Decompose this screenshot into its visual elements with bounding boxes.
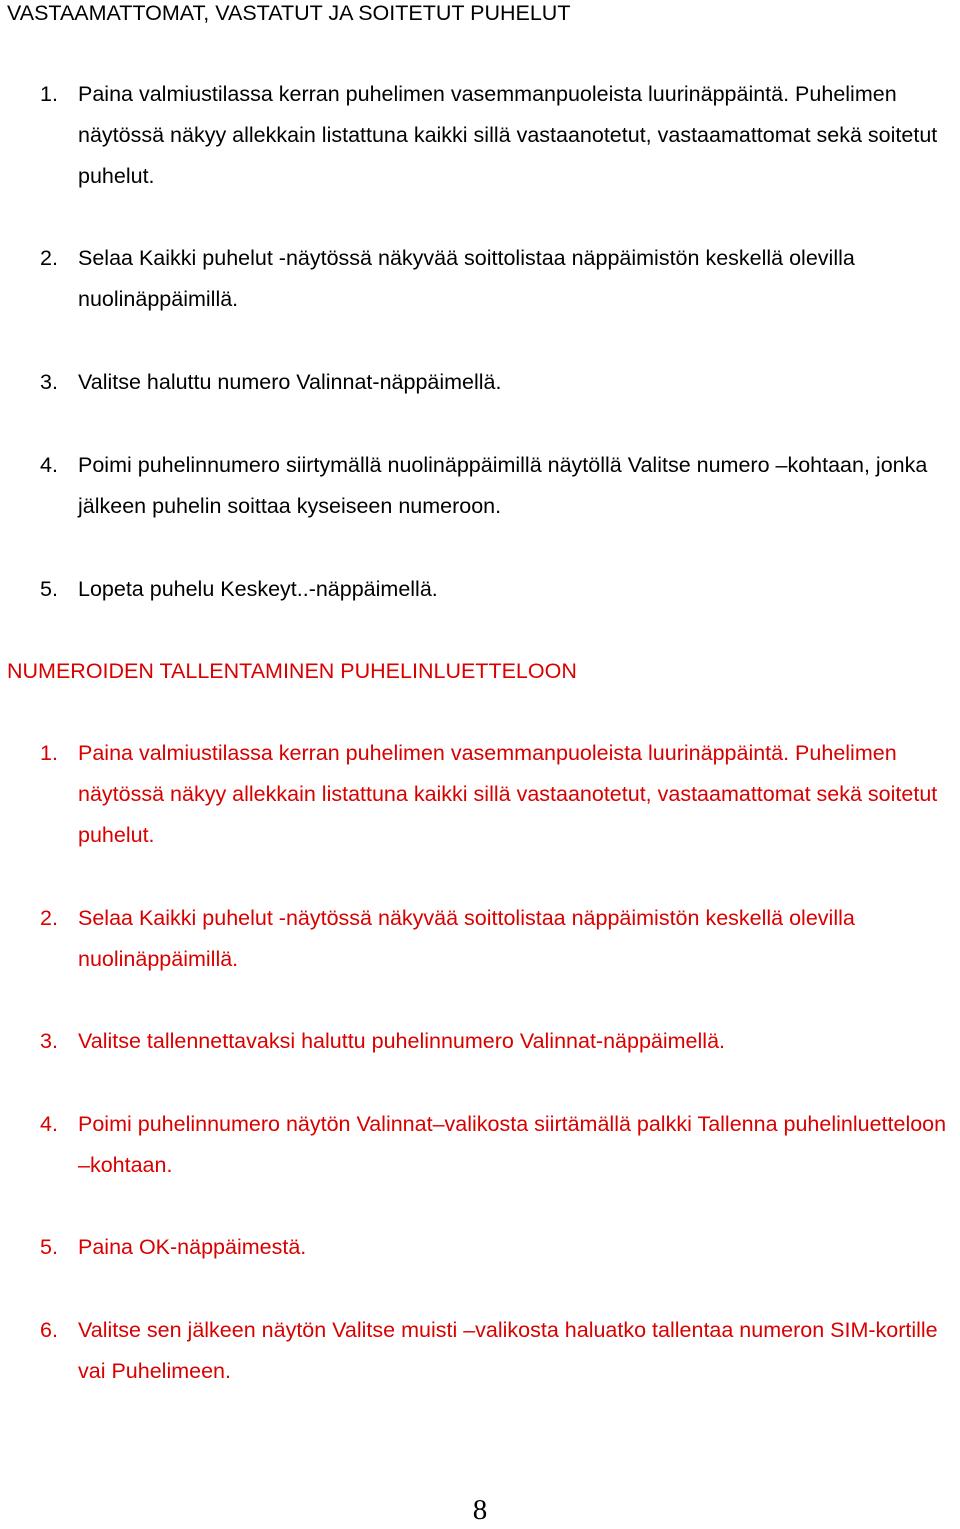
list-item-text: Poimi puhelinnumero siirtymällä nuolinäppäimillä näytöllä Valitse numero –kohtaan, jonka jälkeen puhelin soittaa kyseiseen numeroon. [78,453,928,518]
list-item-text: Poimi puhelinnumero näytön Valinnat–valikosta siirtämällä palkki Tallenna puhelinluetteloon –kohtaan. [78,1112,947,1177]
list-item-number: 2. [40,906,58,930]
list-item-number: 2. [40,246,58,270]
list-item-text: Valitse sen jälkeen näytön Valitse muisti –valikosta haluatko tallentaa numeron SIM-kortille vai Puhelimeen. [78,1318,938,1383]
section-title-save-numbers: NUMEROIDEN TALLENTAMINEN PUHELINLUETTELOON [7,659,577,683]
list-item-number: 6. [40,1318,58,1342]
list-item-text: Paina OK-näppäimestä. [78,1235,307,1259]
list-item-text: Lopeta puhelu Keskeyt..-näppäimellä. [78,577,438,601]
list-item-number: 3. [40,370,58,394]
list-item-text: Valitse haluttu numero Valinnat-näppäimellä. [78,370,502,394]
list-item-text: Valitse tallennettavaksi haluttu puhelinnumero Valinnat-näppäimellä. [78,1029,725,1053]
list-item-text: Paina valmiustilassa kerran puhelimen vasemmanpuoleista luurinäppäintä. Puhelimen näytössä näkyy allekkain listattuna kaikki sillä vastaanotetut, vastaamattomat sekä soitetut puhelut. [78,82,938,188]
list-item-number: 1. [40,82,58,106]
list-item-text: Paina valmiustilassa kerran puhelimen vasemmanpuoleista luurinäppäintä. Puhelimen näytössä näkyy allekkain listattuna kaikki sillä vastaanotetut, vastaamattomat sekä soitetut puhelut. [78,741,938,847]
list-item-number: 5. [40,1235,58,1259]
list-item-number: 4. [40,1112,58,1136]
list-item-number: 3. [40,1029,58,1053]
list-item-number: 4. [40,453,58,477]
section-title-calls: VASTAAMATTOMAT, VASTATUT JA SOITETUT PUHELUT [7,1,571,25]
list-item-number: 1. [40,741,58,765]
list-item-text: Selaa Kaikki puhelut -näytössä näkyvää soittolistaa näppäimistön keskellä olevilla nuolinäppäimillä. [78,246,855,311]
page-number: 8 [472,1494,488,1526]
list-item-text: Selaa Kaikki puhelut -näytössä näkyvää soittolistaa näppäimistön keskellä olevilla nuolinäppäimillä. [78,906,855,971]
list-item-number: 5. [40,577,58,601]
